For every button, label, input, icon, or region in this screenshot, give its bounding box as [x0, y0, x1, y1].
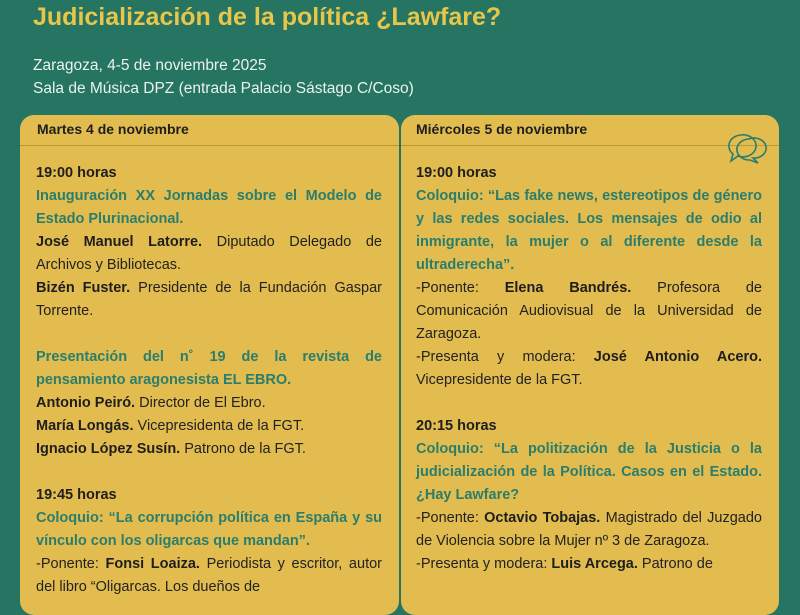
session-time: 20:15 horas [416, 418, 497, 434]
participant-role: Periodista y escritor, autor del libro “Oligarcas. Los dueños de [36, 556, 382, 595]
divider [20, 145, 399, 146]
participant [36, 231, 382, 277]
participant-name: Bizén Fuster. [36, 280, 131, 296]
session-time: 19:00 horas [416, 165, 497, 181]
session-title: Inauguración XX Jornadas sobre el Modelo de Estado Plurinacional. [36, 188, 382, 227]
participant-role: Vicepresidente de la FGT. [416, 372, 583, 388]
participant [36, 415, 382, 438]
schedule-body [416, 162, 762, 576]
participant-name: María Longás. [36, 418, 134, 434]
participant-role: Magistrado del Juzgado de Violencia sobre la Mujer nº 3 de Zaragoza. [416, 510, 762, 549]
participant-role: Patrono de [637, 556, 713, 572]
participant [36, 553, 382, 599]
participant [416, 553, 762, 576]
participant-name: Elena Bandrés. [504, 280, 632, 296]
day-panel-wednesday [401, 115, 779, 615]
participant-role: Director de El Ebro. [135, 395, 266, 411]
participant-role: Presidente de la Fundación Gaspar Torrente. [36, 280, 382, 319]
session-title: Presentación del n˚ 19 de la revista de pensamiento aragonesista EL EBRO. [36, 349, 382, 388]
day-heading: Miércoles 5 de noviembre [416, 121, 588, 137]
participant-role: Patrono de la FGT. [180, 441, 306, 457]
schedule-body [36, 162, 382, 599]
participant [416, 507, 762, 553]
participant-role: Diputado Delegado de Archivos y Bibliotecas. [36, 234, 382, 273]
participant-name: José Manuel Latorre. [36, 234, 203, 250]
session-title: Coloquio: “Las fake news, estereotipos de género y las redes sociales. Los mensajes de odio al inmigrante, la mujer o al diferente desde la ultraderecha”. [416, 188, 762, 273]
participant-name: Octavio Tobajas. [484, 510, 601, 526]
participant [36, 277, 382, 323]
role-label: -Ponente: [416, 510, 485, 526]
event-date: Zaragoza, 4-5 de noviembre 2025 [33, 57, 267, 74]
participant [36, 438, 382, 461]
participant [416, 277, 762, 346]
participant-name: Luis Arcega. [551, 556, 638, 572]
participant-role: Vicepresidenta de la FGT. [133, 418, 305, 434]
day-panel-tuesday [20, 115, 399, 615]
session-time: 19:00 horas [36, 165, 117, 181]
session-title: Coloquio: “La politización de la Justicia o la judicialización de la Política. Casos en el Estado. ¿Hay Lawfare? [416, 441, 762, 503]
role-label: -Presenta y modera: [416, 556, 552, 572]
session-title: Coloquio: “La corrupción política en España y su vínculo con los oligarcas que mandan”. [36, 510, 382, 549]
role-label: -Ponente: [36, 556, 106, 572]
session-time: 19:45 horas [36, 487, 117, 503]
role-label: -Presenta y modera: [416, 349, 594, 365]
role-label: -Ponente: [416, 280, 505, 296]
participant [416, 346, 762, 392]
participant-name: Antonio Peiró. [36, 395, 136, 411]
participant [36, 392, 382, 415]
event-venue: Sala de Música DPZ (entrada Palacio Sástago C/Coso) [33, 80, 414, 97]
participant-role: Profesora de Comunicación Audiovisual de la Universidad de Zaragoza. [416, 280, 762, 342]
participant-name: José Antonio Acero. [593, 349, 762, 365]
day-heading: Martes 4 de noviembre [37, 121, 189, 137]
participant-name: Ignacio López Susín. [36, 441, 181, 457]
participant-name: Fonsi Loaiza. [105, 556, 200, 572]
event-title [33, 0, 501, 32]
title-line: Judicialización de la política ¿Lawfare? [33, 3, 502, 31]
